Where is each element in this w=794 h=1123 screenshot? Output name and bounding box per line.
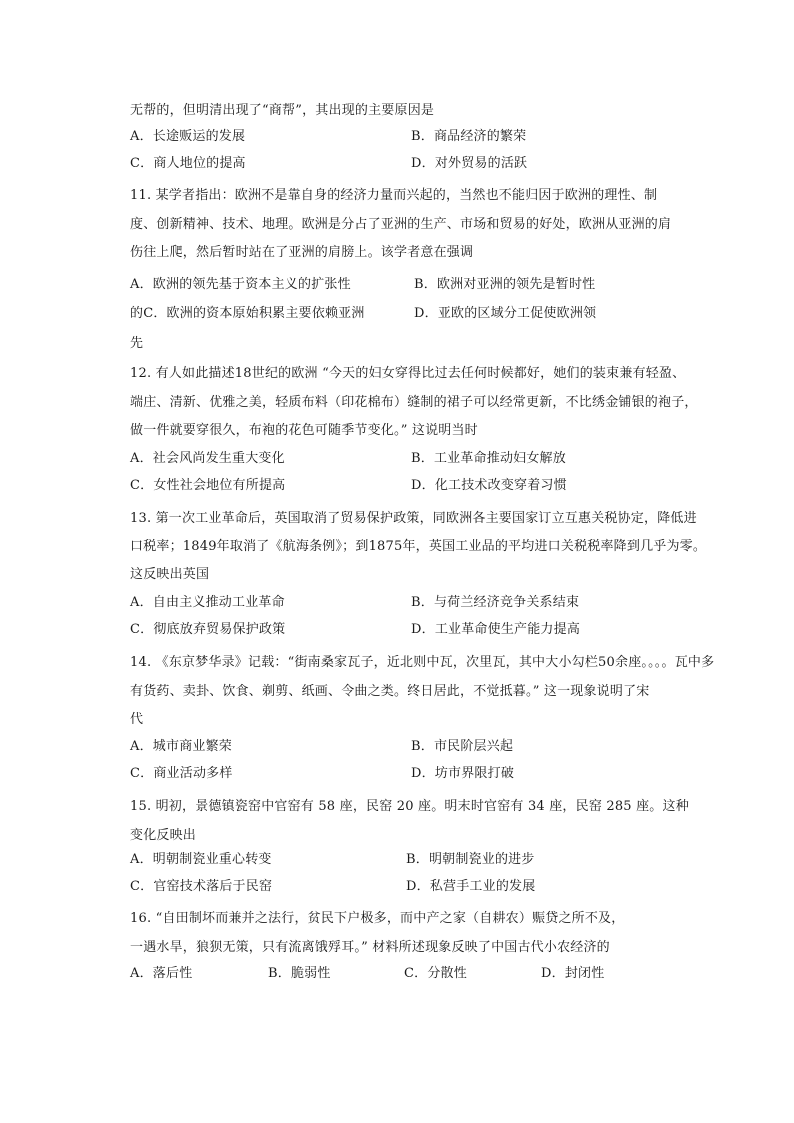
q12-option-d: D．化工技术改变穿着习惯 bbox=[411, 478, 567, 493]
q13-option-a: A．自由主义推动工业革命 bbox=[130, 595, 285, 610]
q14-stem-line1: 14. 《东京梦华录》记载：“街南桑家瓦子，近北则中瓦，次里瓦，其中大小勾栏50余座。。。。瓦中多 bbox=[130, 655, 715, 670]
q13-stem-line3: 这反映出英国 bbox=[130, 567, 210, 582]
q11-stem-line2: 度、创新精神、技术、地理。欧洲是分占了亚洲的生产、市场和贸易的好处，欧洲从亚洲的肩 bbox=[130, 217, 672, 232]
q14-option-a: A．城市商业繁荣 bbox=[130, 739, 232, 754]
q15-option-c: C．官窑技术落后于民窑 bbox=[130, 879, 273, 894]
q16-option-d: D．封闭性 bbox=[541, 966, 605, 981]
q10-option-a: A．长途贩运的发展 bbox=[130, 129, 246, 144]
q11-option-b: B．欧洲对亚洲的领先是暂时性 bbox=[414, 277, 596, 292]
q13-option-d: D．工业革命使生产能力提高 bbox=[411, 622, 581, 637]
q13-stem-line2: 口税率；1849年取消了《航海条例》；到1875年，英国工业品的平均进口关税税率降到几乎为零。 bbox=[130, 539, 707, 554]
q14-stem-line2: 有货药、卖卦、饮食、剃剪、纸画、令曲之类。终日居此，不觉抵暮。” 这一现象说明了宋 bbox=[130, 684, 650, 699]
q15-option-a: A．明朝制瓷业重心转变 bbox=[130, 852, 272, 867]
q11-stem-line1: 11. 某学者指出：欧洲不是靠自身的经济力量而兴起的，当然也不能归因于欧洲的理性、制 bbox=[130, 188, 658, 203]
q13-stem-line1: 13. 第一次工业革命后，英国取消了贸易保护政策，同欧洲各主要国家订立互惠关税协定，降低进 bbox=[130, 511, 697, 526]
q11-option-d-tail: 先 bbox=[130, 336, 144, 351]
q12-option-b: B．工业革命推动妇女解放 bbox=[411, 451, 566, 466]
q15-stem-line1: 15. 明初，景德镇瓷窑中官窑有 58 座，民窑 20 座。明末时官窑有 34 座，民窑 285 座。这种 bbox=[130, 799, 689, 814]
q12-stem-line2: 端庄、清新、优雅之美，轻质布料（印花棉布）缝制的裙子可以经常更新，不比绣金铺银的袍子， bbox=[130, 395, 698, 410]
q16-stem-line2: 一遇水旱，狼狈无策，只有流离饿殍耳。” 材料所述现象反映了中国古代小农经济的 bbox=[130, 940, 610, 955]
q12-stem-line3: 做一件就要穿很久，布袍的花色可随季节变化。” 这说明当时 bbox=[130, 423, 478, 438]
q12-option-c: C．女性社会地位有所提高 bbox=[130, 478, 286, 493]
q11-option-c: 的C．欧洲的资本原始积累主要依赖亚洲 bbox=[130, 306, 365, 321]
q13-option-b: B．与荷兰经济竞争关系结束 bbox=[411, 595, 580, 610]
q10-stem: 无帮的，但明清出现了“商帮”，其出现的主要原因是 bbox=[130, 103, 435, 118]
q10-option-d: D．对外贸易的活跃 bbox=[411, 156, 528, 171]
q15-option-d: D．私营手工业的发展 bbox=[406, 879, 536, 894]
q10-option-c: C．商人地位的提高 bbox=[130, 156, 246, 171]
q11-option-a: A．欧洲的领先基于资本主义的扩张性 bbox=[130, 277, 351, 292]
q15-stem-line2: 变化反映出 bbox=[130, 828, 197, 843]
q11-option-d: D．亚欧的区域分工促使欧洲领 bbox=[414, 306, 597, 321]
q16-option-a: A．落后性 bbox=[130, 966, 193, 981]
q12-stem-line1: 12. 有人如此描述18世纪的欧洲 “今天的妇女穿得比过去任何时候都好，她们的装束兼有轻盈、 bbox=[130, 366, 686, 381]
q16-option-c: C．分散性 bbox=[404, 966, 467, 981]
q10-option-b: B．商品经济的繁荣 bbox=[411, 129, 527, 144]
q14-stem-line3: 代 bbox=[130, 712, 144, 727]
q16-stem-line1: 16. “自田制坏而兼并之法行，贫民下户极多，而中产之家（自耕农）赈贷之所不及， bbox=[130, 911, 625, 926]
q13-option-c: C．彻底放弃贸易保护政策 bbox=[130, 622, 286, 637]
q11-stem-line3: 伤往上爬，然后暂时站在了亚洲的肩膀上。该学者意在强调 bbox=[130, 245, 474, 260]
q14-option-b: B．市民阶层兴起 bbox=[411, 739, 514, 754]
q12-option-a: A．社会风尚发生重大变化 bbox=[130, 451, 285, 466]
q15-option-b: B．明朝制瓷业的进步 bbox=[406, 852, 535, 867]
q16-option-b: B．脆弱性 bbox=[268, 966, 331, 981]
q14-option-d: D．坊市界限打破 bbox=[411, 766, 515, 781]
q14-option-c: C．商业活动多样 bbox=[130, 766, 233, 781]
